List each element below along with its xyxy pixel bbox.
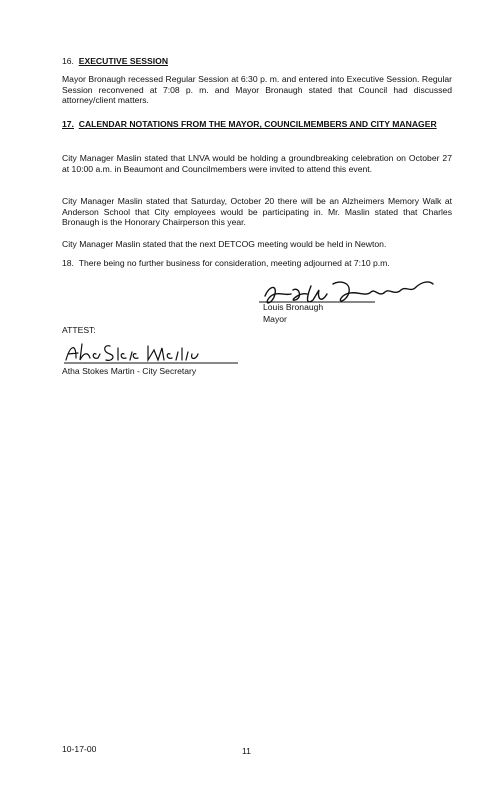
section-17-paragraph: City Manager Maslin stated that the next DETCOG meeting would be held in Newton.: [62, 239, 387, 249]
footer-date: 10-17-00: [62, 744, 97, 754]
attest-signer: Atha Stokes Martin - City Secretary: [62, 366, 197, 376]
section-18-number: 18.: [62, 258, 74, 268]
section-17-paragraph: City Manager Maslin stated that LNVA would be holding a groundbreaking celebration on October 27 at 10:00 a.m. in Beaumont and Councilmembers were invited to attend this event.: [62, 153, 452, 174]
section-16-heading: [62, 56, 168, 67]
page-number: 11: [242, 746, 251, 756]
section-18: [62, 258, 452, 269]
section-17-heading: [62, 119, 442, 130]
section-17-paragraph: City Manager Maslin stated that Saturday, October 20 there will be an Alzheimers Memory Walk at Anderson School that City employees would be participating in. Mr. Maslin stated that Charles Bronaugh is the Honorary Chairperson this year.: [62, 196, 452, 227]
mayor-title: Mayor: [263, 314, 287, 324]
section-16-number: 16.: [62, 56, 74, 66]
attest-label: ATTEST:: [62, 325, 96, 335]
secretary-signature-scrawl: [62, 338, 252, 366]
mayor-name: Louis Bronaugh: [263, 302, 324, 312]
section-16-title: EXECUTIVE SESSION: [78, 56, 169, 66]
section-18-body: There being no further business for consideration, meeting adjourned at 7:10 p.m.: [78, 258, 390, 268]
section-17-title: CALENDAR NOTATIONS FROM THE MAYOR, COUNCILMEMBERS AND CITY MANAGER: [78, 119, 437, 129]
section-16-body: Mayor Bronaugh recessed Regular Session at 6:30 p. m. and entered into Executive Session. Regular Session reconvened at 7:08 p. m. and Mayor Bronaugh stated that Council had discussed attorney/client matters.: [62, 74, 452, 105]
section-17-number: 17.: [62, 119, 74, 129]
